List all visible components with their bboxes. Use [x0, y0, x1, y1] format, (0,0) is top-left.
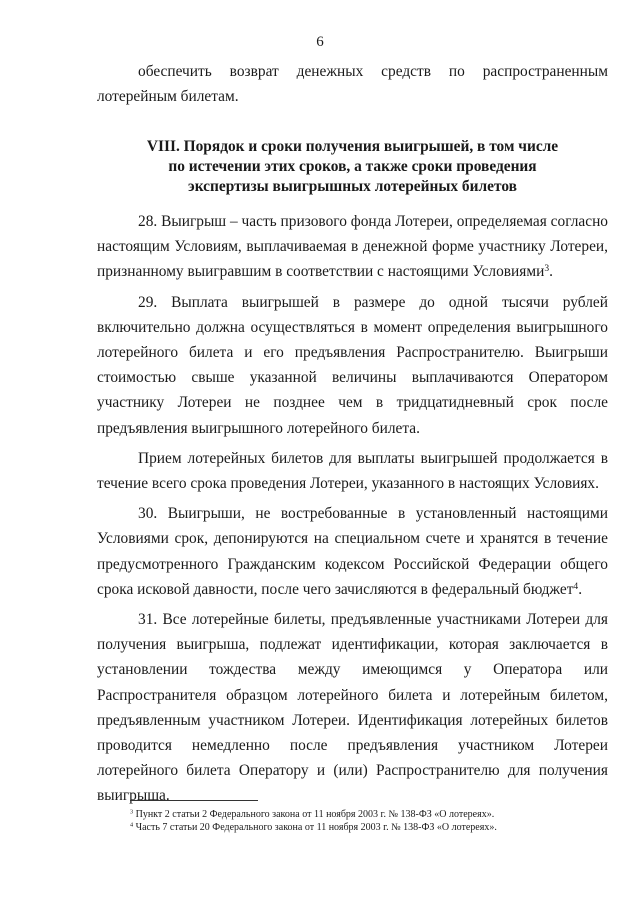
section-body	[97, 209, 608, 809]
footnote-ref: 3	[544, 263, 550, 275]
lead-fragment	[97, 59, 608, 109]
footnotes	[130, 808, 600, 834]
page-number: 6	[316, 34, 324, 50]
paragraph-29: 29. Выплата выигрышей в размере до одной тысячи рублей включительно должна осуществляться в момент определения выигрышного лотерейного билета и его предъявления Распространителю. Выигрыши стоимостью свыше указанной величины выплачиваются Оператором участнику Лотереи не позднее чем в тридцатидневный срок после предъявления выигрышного лотерейного билета.	[97, 293, 608, 437]
paragraph: обеспечить возврат денежных средств по распространенным лотерейным билетам.	[97, 63, 608, 106]
section-heading-line: по истечении этих сроков, а также сроки проведения	[168, 158, 537, 175]
footnote	[130, 821, 600, 834]
section-heading-line: VIII. Порядок и сроки получения выигрышей, в том числе	[146, 138, 559, 155]
footnote-marker: 3	[130, 808, 134, 816]
paragraph-28	[97, 209, 608, 285]
paragraph-tail: .	[549, 263, 553, 281]
paragraph-text: 28. Выигрыш – часть призового фонда Лотереи, определяемая согласно настоящим Условиям, выплачиваемая в денежной форме участнику Лотереи, признанному выигравшим в соответствии с настоящими Условиями	[97, 213, 608, 281]
footnote	[130, 808, 600, 821]
section-heading	[97, 137, 608, 197]
paragraph-text: 30. Выигрыши, не востребованные в установленный настоящими Условиями срок, депонируются на специальном счете и хранятся в течение предусмотренного Гражданским кодексом Российской Федерации общего срока исковой давности, после чего зачисляются в федеральный бюджет	[97, 505, 608, 598]
paragraph-29-continued: Прием лотерейных билетов для выплаты выигрышей продолжается в течение всего срока проведения Лотереи, указанного в настоящих Условиях.	[97, 449, 608, 493]
footnote-marker: 4	[130, 821, 134, 829]
footnote-text: Часть 7 статьи 20 Федерального закона от 11 ноября 2003 г. № 138-ФЗ «О лотереях».	[133, 822, 497, 833]
footnote-separator	[130, 800, 258, 801]
paragraph-tail: .	[578, 580, 583, 598]
footnote-text: Пункт 2 статьи 2 Федерального закона от 11 ноября 2003 г. № 138-ФЗ «О лотереях».	[133, 809, 495, 820]
section-heading-line: экспертизы выигрышных лотерейных билетов	[188, 178, 517, 195]
paragraph-31: 31. Все лотерейные билеты, предъявленные участниками Лотереи для получения выигрыша, подлежат идентификации, которая заключается в установлении тождества между имеющимся у Оператора или Распространителя образцом лотерейного билета и лотерейным билетом, предъявленным участником Лотереи. Идентификация лотерейных билетов проводится немедленно после предъявления участником Лотереи лотерейного билета Оператору и (или) Распространителю для получения выигрыша.	[97, 611, 608, 805]
footnote-ref: 4	[573, 580, 579, 592]
paragraph-30	[97, 501, 608, 602]
